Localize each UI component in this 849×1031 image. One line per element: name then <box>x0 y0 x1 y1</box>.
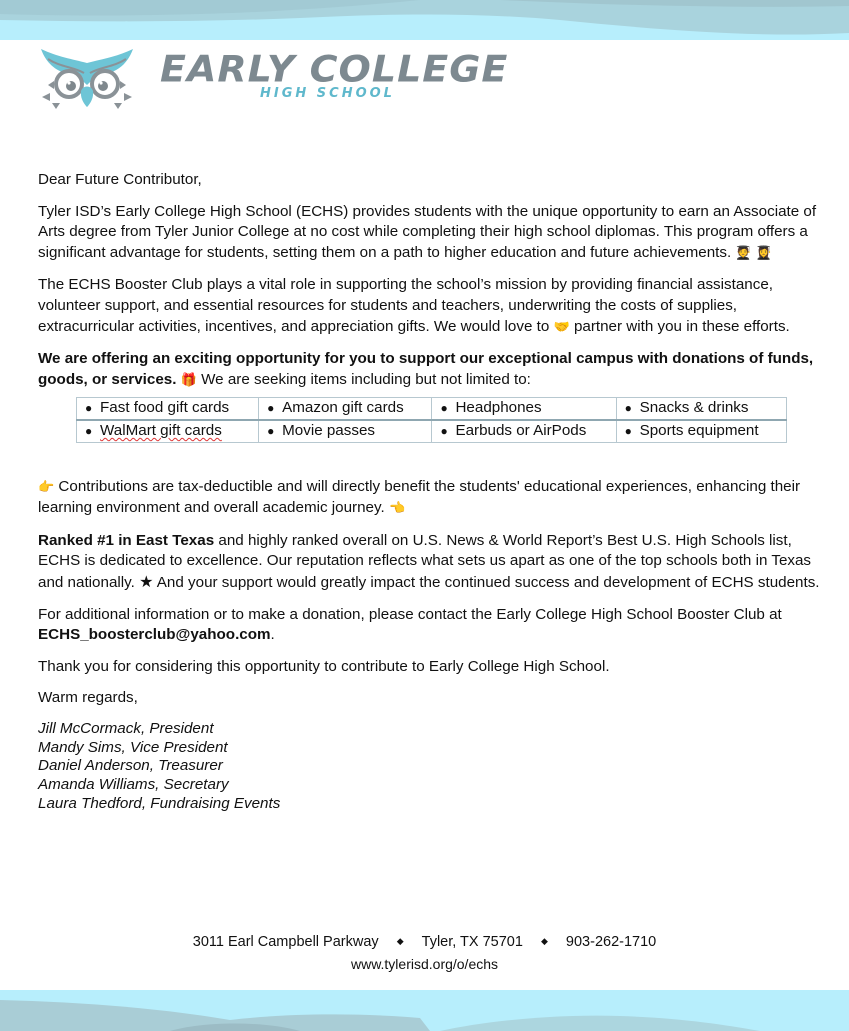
paragraph-tax-deductible: 👉 Contributions are tax-deductible and will directly benefit the students' educational experiences, enhancing their learning environment and overall academic journey. 👈 <box>38 477 801 517</box>
logo-title: EARLY COLLEGE <box>160 48 509 90</box>
letter-body <box>38 170 828 814</box>
footer-url[interactable]: www.tylerisd.org/o/echs <box>350 956 499 972</box>
owl-logo-icon <box>38 45 136 113</box>
list-item: ● Sports equipment <box>616 420 786 442</box>
donation-items-table <box>76 397 787 442</box>
graduate-icon: 👩‍🎓 <box>755 245 773 261</box>
paragraph-contact: For additional information or to make a donation, please contact the Early College High School Booster Club at ECHS_boosterclub@yahoo.com. <box>38 605 782 644</box>
signers-list <box>38 720 828 814</box>
contact-email[interactable]: ECHS_boosterclub@yahoo.com <box>38 626 271 644</box>
list-item: ● Fast food gift cards <box>77 398 259 420</box>
signer: Mandy Sims, Vice President <box>38 738 228 756</box>
footer-city: Tyler, TX 75701 <box>421 934 523 950</box>
paragraph-booster-club: The ECHS Booster Club plays a vital role in supporting the school’s mission by providing financial assistance, volunteer support, and essential resources for students and teachers, underwriting the costs of supplies, extracurricular activities, incentives, and appreciation gifts. We would love to 🤝 partner with you in these efforts. <box>38 276 790 335</box>
pointing-left-icon: 👈 <box>388 501 406 517</box>
school-logo <box>38 45 508 115</box>
header-wave-decoration <box>0 0 849 40</box>
paragraph-program: Tyler ISD’s Early College High School (ECHS) provides students with the unique opportunity to earn an Associate of Arts degree from Tyler Junior College at no cost while completing their high school diplomas. This program offers a significant advantage for students, setting them on a path to higher education and future achievements. 🧑‍🎓 👩‍🎓 <box>38 202 817 261</box>
footer-wave-decoration <box>0 990 849 1031</box>
footer-address-row <box>0 934 849 950</box>
salutation: Dear Future Contributor, <box>38 171 202 188</box>
list-item: ● WalMart gift cards <box>77 420 259 442</box>
paragraph-donation-ask: We are offering an exciting opportunity for you to support our exceptional campus with donations of funds, goods, or services. 🎁 We are seeking items including but not limited to: <box>38 350 814 388</box>
list-item: ● Movie passes <box>259 420 432 442</box>
pointing-right-icon: 👉 <box>38 479 55 495</box>
table-row <box>77 398 787 420</box>
star-icon: ★ <box>139 571 154 591</box>
signer: Laura Thedford, Fundraising Events <box>38 795 281 813</box>
graduate-icon: 🧑‍🎓 <box>735 245 752 261</box>
signer: Amanda Williams, Secretary <box>38 776 229 794</box>
signer: Daniel Anderson, Treasurer <box>38 757 223 775</box>
table-row <box>77 420 787 442</box>
gift-icon: 🎁 <box>180 372 197 388</box>
diamond-separator-icon: ◆ <box>540 936 548 946</box>
signer: Jill McCormack, President <box>38 719 214 737</box>
list-item: ● Snacks & drinks <box>616 398 786 420</box>
handshake-icon: 🤝 <box>553 319 570 335</box>
list-item: ● Amazon gift cards <box>259 398 432 420</box>
footer-phone: 903-262-1710 <box>565 934 657 950</box>
list-item: ● Earbuds or AirPods <box>432 420 616 442</box>
closing: Warm regards, <box>38 689 138 707</box>
footer <box>0 934 849 972</box>
paragraph-thanks: Thank you for considering this opportunity to contribute to Early College High School. <box>38 657 610 675</box>
list-item: ● Headphones <box>432 398 616 420</box>
logo-subtitle: HIGH SCHOOL <box>260 86 395 101</box>
diamond-separator-icon: ◆ <box>396 936 404 946</box>
paragraph-ranking: Ranked #1 in East Texas and highly ranked overall on U.S. News & World Report’s Best U.S. High Schools list, ECHS is dedicated to excellence. Our reputation reflects what sets us apart as one of the top schools both in Texas and nationally. ★ And your support would greatly impact the continued success and development of ECHS students. <box>38 531 820 591</box>
footer-address: 3011 Earl Campbell Parkway <box>192 934 379 950</box>
